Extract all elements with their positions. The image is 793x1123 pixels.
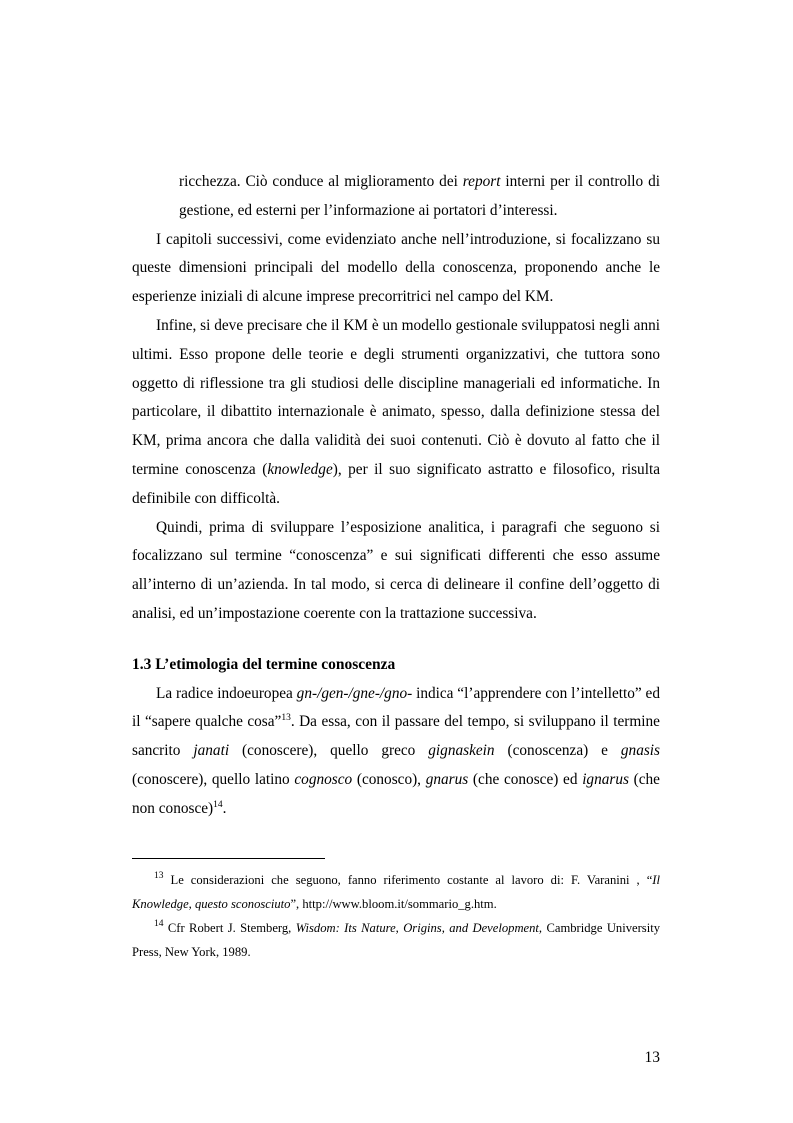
page-body [132, 168, 660, 964]
italic-term: Wisdom: Its Nature, Origins, and Development, [295, 920, 543, 935]
footnote-ref: 14 [154, 918, 164, 929]
footnote-ref: 13 [281, 713, 291, 724]
section-paragraph: La radice indoeuropea gn-/gen-/gne-/gno- indica “l’apprendere con l’intelletto” ed il “sapere qualche cosa”$^{13}$. Da essa, con il passare del tempo, si sviluppano il termine sancrito janati (conoscere), quello greco gignaskein (conoscenza) e gnasis (conoscere), quello latino cognosco (conosco), gnarus (che conosce) ed ignarus (che non conosce)$^{14}$. [132, 684, 661, 817]
footnote-ref: 14 [213, 799, 223, 810]
italic-term: cognosco [294, 770, 353, 788]
body-paragraph: Infine, si deve precisare che il KM è un modello gestionale sviluppatosi negli anni ultimi. Esso propone delle teorie e degli strumenti organizzativi, che tuttora sono oggetto di riflessione tra gli studiosi delle discipline manageriali ed informatiche. In particolare, il dibattito internazionale è animato, spesso, dalla definizione stessa del KM, prima ancora che dalla validità dei suoi contenuti. Ciò è dovuto al fatto che il termine conoscenza (knowledge), per il suo significato astratto e filosofico, risulta definibile con difficoltà. [132, 316, 660, 507]
italic-term: ignarus [582, 770, 629, 788]
italic-term: gignaskein [428, 742, 495, 760]
italic-term: knowledge [267, 460, 333, 478]
footnote-ref: 13 [154, 870, 164, 881]
italic-term: gnasis [620, 742, 661, 760]
italic-term: Il Knowledge, questo sconosciuto [132, 872, 660, 911]
italic-term: janati [193, 742, 230, 760]
footnote: $^{13}$ Le considerazioni che seguono, fanno riferimento costante al lavoro di: F. Varanini , “Il Knowledge, questo sconosciuto”, http://www.bloom.it/sommario_g.htm. [132, 870, 660, 911]
footnotes [132, 868, 660, 964]
section-heading: 1.3 L’etimologia del termine conoscenza [132, 655, 396, 673]
body-paragraph: Quindi, prima di sviluppare l’esposizione analitica, i paragrafi che seguono si focalizzano sul termine “conoscenza” e sui significati differenti che esso assume all’interno di un’azienda. In tal modo, si cerca di delineare il confine dell’oggetto di analisi, ed un’impostazione coerente con la trattazione successiva. [132, 518, 660, 622]
italic-term: report [462, 173, 501, 190]
body-paragraph: I capitoli successivi, come evidenziato anche nell’introduzione, si focalizzano su queste dimensioni principali del modello della conoscenza, proponendo anche le esperienze iniziali di alcune imprese precorritrici nel campo del KM. [132, 230, 660, 306]
continuation-paragraph: ricchezza. Ciò conduce al miglioramento dei report interni per il controllo di gestione, ed esterni per l’informazione ai portatori d’interessi. [179, 173, 660, 219]
page-number: 13 [644, 1049, 660, 1066]
footnote: $^{14}$ Cfr Robert J. Stemberg, Wisdom: Its Nature, Origins, and Development, Cambridge University Press, New York, 1989. [132, 918, 660, 959]
italic-term: gnarus [425, 770, 469, 788]
footnote-separator [132, 858, 325, 859]
italic-term: gn-/gen-/gne-/gno- [296, 684, 413, 702]
